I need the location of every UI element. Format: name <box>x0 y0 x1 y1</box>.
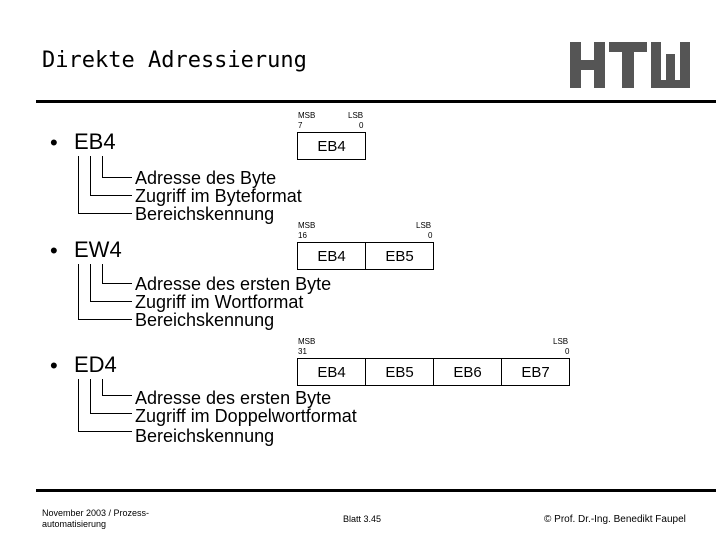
byte-cell: EB4 <box>317 247 346 265</box>
lsb-label: LSB <box>348 111 364 120</box>
msb-label: MSB <box>298 337 316 346</box>
description-line: Adresse des Byte <box>135 168 277 188</box>
register-box <box>297 132 366 160</box>
bracket-line <box>102 264 132 284</box>
description-line: Zugriff im Wortformat <box>135 292 304 312</box>
footer-copyright: © Prof. Dr.-Ing. Benedikt Faupel <box>544 514 686 525</box>
byte-cell: EB7 <box>501 359 569 385</box>
bullet-icon: • <box>50 353 58 378</box>
operand-label: ED4 <box>74 352 117 377</box>
footer-course: automatisierung <box>42 519 107 529</box>
lsb-bit: 0 <box>428 231 433 240</box>
msb-label: MSB <box>298 221 316 230</box>
register-box <box>297 358 570 386</box>
header-divider <box>36 100 716 103</box>
lsb-label: LSB <box>553 337 569 346</box>
byte-cell: EB4 <box>317 137 346 155</box>
description-line: Bereichskennung <box>135 204 275 224</box>
byte-cell: EB5 <box>365 243 433 269</box>
msb-label: MSB <box>298 111 316 120</box>
footer-date: November 2003 / Prozess- <box>42 508 150 518</box>
msb-bit: 31 <box>298 347 307 356</box>
byte-cell: EB4 <box>317 363 346 381</box>
lsb-bit: 0 <box>565 347 570 356</box>
description-line: Zugriff im Byteformat <box>135 186 302 206</box>
byte-cell: EB5 <box>365 359 433 385</box>
description-line: Adresse des ersten Byte <box>135 388 332 408</box>
bracket-line <box>102 156 132 178</box>
lsb-bit: 0 <box>359 121 364 130</box>
description-line: Zugriff im Doppelwortformat <box>135 406 357 426</box>
operand-label: EB4 <box>74 129 116 154</box>
byte-cell: EB6 <box>433 359 501 385</box>
bullet-icon: • <box>50 238 58 263</box>
footer-page-number: Blatt 3.45 <box>343 514 382 524</box>
footer-divider <box>36 489 716 492</box>
description-line: Adresse des ersten Byte <box>135 274 332 294</box>
description-line: Bereichskennung <box>135 426 275 446</box>
page-title: Direkte Adressierung <box>42 48 307 73</box>
bracket-line <box>102 379 132 396</box>
bullet-icon: • <box>50 130 58 155</box>
msb-bit: 16 <box>298 231 307 240</box>
register-box <box>297 242 434 270</box>
msb-bit: 7 <box>298 121 303 130</box>
lsb-label: LSB <box>416 221 432 230</box>
htw-logo <box>570 40 692 90</box>
operand-label: EW4 <box>74 237 122 262</box>
description-line: Bereichskennung <box>135 310 275 330</box>
